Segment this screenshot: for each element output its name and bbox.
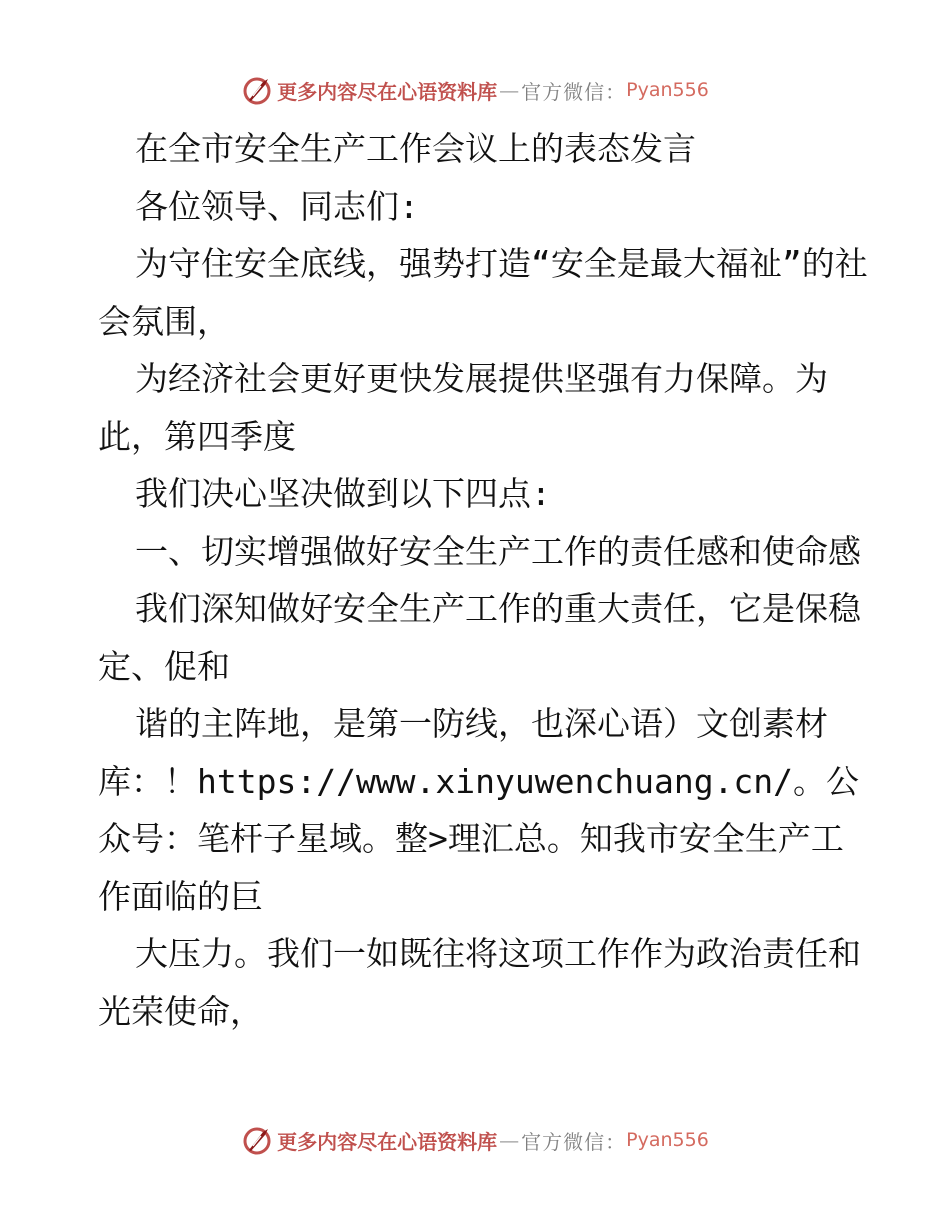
paragraph-6: 大压力。我们一如既往将这项工作作为政治责任和光荣使命， bbox=[98, 934, 861, 1031]
section-heading-1: 一、切实增强做好安全生产工作的责任感和使命感 bbox=[135, 531, 861, 571]
banner-wechat-id: Pyan556 bbox=[626, 1129, 709, 1151]
banner-site-text: 更多内容尽在心语资料库 bbox=[277, 79, 498, 104]
paragraph-4: 我们深知做好安全生产工作的重大责任，它是保稳定、促和 bbox=[98, 589, 861, 686]
banner-official-label: 官方微信： bbox=[521, 79, 627, 104]
banner-separator: — bbox=[499, 1128, 520, 1152]
document-title: 在全市安全生产工作会议上的表态发言 bbox=[135, 129, 696, 168]
paragraph-2: 为经济社会更好更快发展提供坚强有力保障。为此，第四季度 bbox=[98, 359, 828, 456]
salutation: 各位领导、同志们: bbox=[135, 186, 419, 226]
banner-site-text: 更多内容尽在心语资料库 bbox=[277, 1129, 498, 1154]
paragraph-3: 我们决心坚决做到以下四点: bbox=[135, 474, 551, 513]
banner-separator: — bbox=[499, 78, 520, 102]
banner-official-label: 官方微信： bbox=[521, 1129, 627, 1154]
banner-wechat-id: Pyan556 bbox=[626, 79, 709, 101]
quill-pen-logo-icon bbox=[241, 1124, 273, 1156]
paragraph-5: 谐的主阵地，是第一防线，也深心语）文创素材库：！https://www.xinyuwenchuang.cn/。公众号：笔杆子星域。整>理汇总。知我市安全生产工作面临的巨 bbox=[98, 704, 860, 916]
footer-banner bbox=[0, 1120, 950, 1160]
header-banner bbox=[0, 70, 950, 110]
document-body bbox=[98, 120, 868, 1040]
quill-pen-logo-icon bbox=[241, 74, 273, 106]
paragraph-1: 为守住安全底线，强势打造“安全是最大福祉”的社会氛围， bbox=[98, 244, 868, 341]
